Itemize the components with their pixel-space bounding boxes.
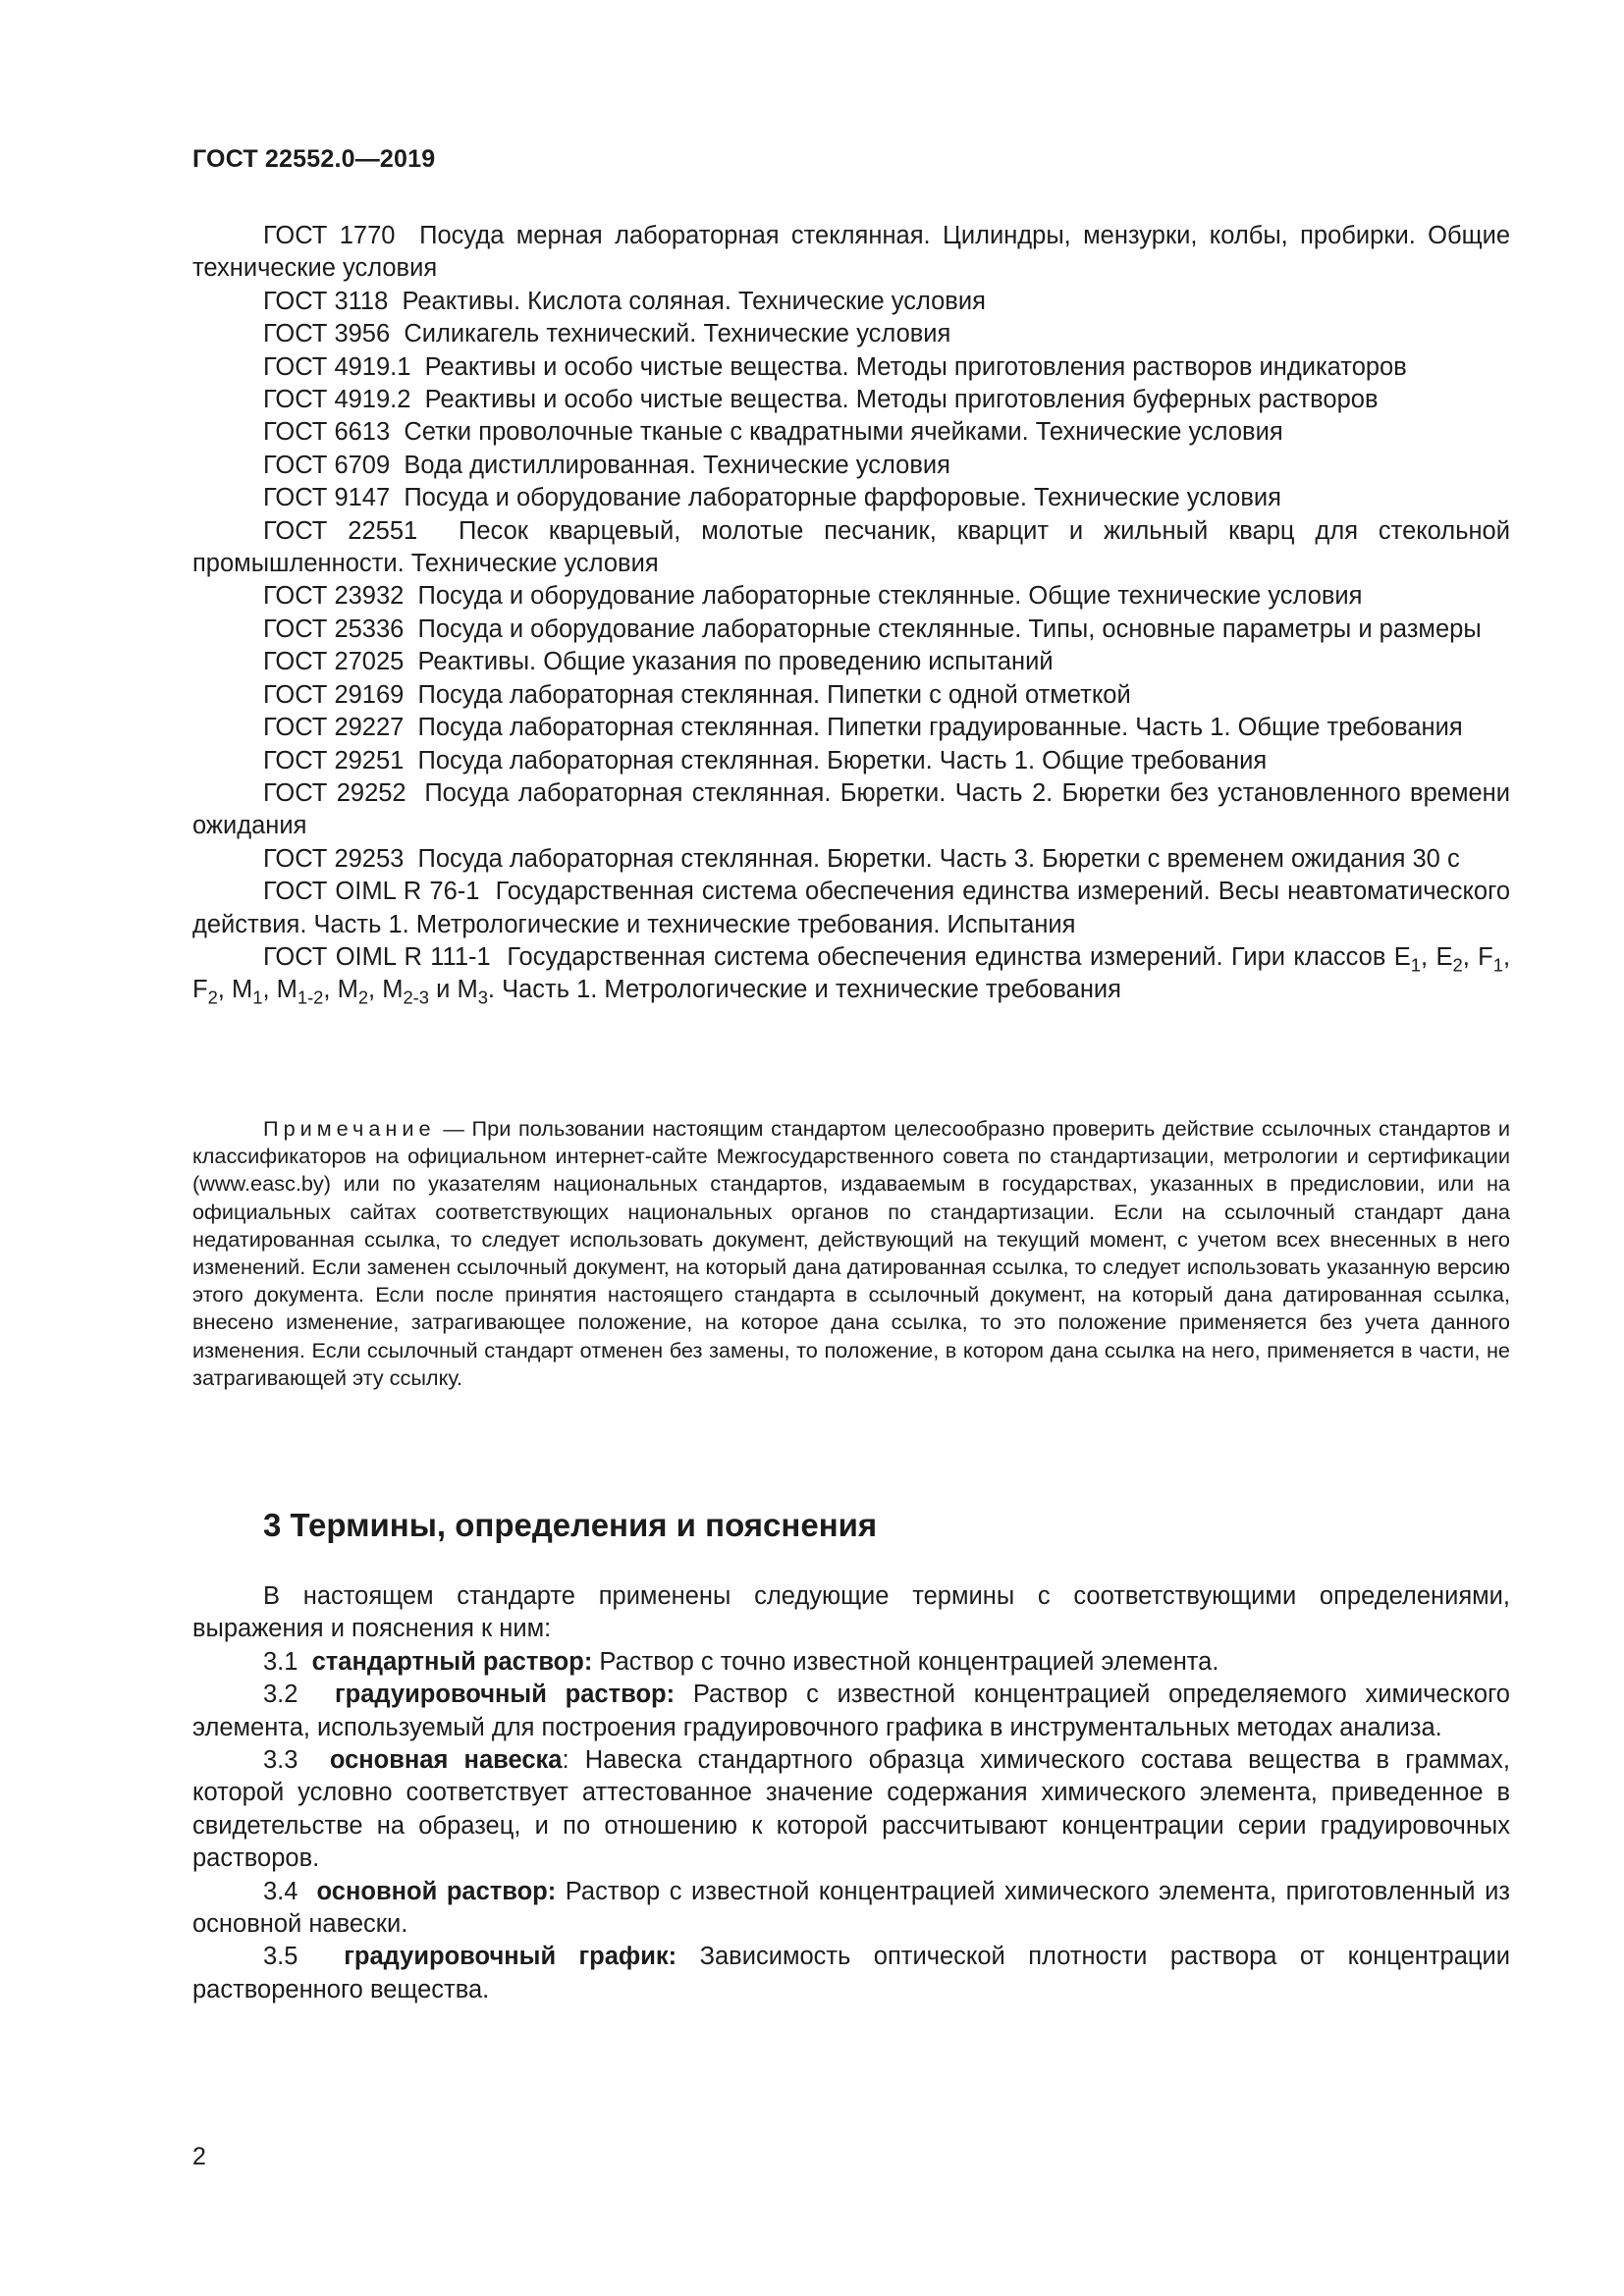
reference-title-end: . Часть 1. Метрологические и технические требования bbox=[487, 976, 1121, 1004]
reference-code: ГОСТ 29253 bbox=[263, 844, 405, 873]
class-subscript: 1 bbox=[1492, 954, 1503, 976]
section-intro: В настоящем стандарте применены следующие термины с соответствующими определениями, выражения и пояснения к ним: bbox=[192, 1582, 1510, 1643]
reference-item bbox=[192, 843, 1510, 876]
class-subscript: 1 bbox=[252, 987, 263, 1008]
reference-item bbox=[192, 876, 1510, 941]
reference-title: Посуда лабораторная стеклянная. Пипетки с одной отметкой bbox=[417, 680, 1131, 709]
class-subscript: 1-2 bbox=[297, 987, 324, 1008]
reference-title: Посуда и оборудование лабораторные фарфоровые. Технические условия bbox=[404, 484, 1281, 512]
reference-title: Реактивы. Кислота соляная. Технические условия bbox=[402, 287, 986, 315]
reference-title: Реактивы и особо чистые вещества. Методы приготовления буферных растворов bbox=[424, 386, 1379, 414]
term-entry bbox=[192, 1876, 1510, 1942]
class-letter: F bbox=[1478, 942, 1493, 971]
class-subscript: 2 bbox=[357, 987, 369, 1008]
term-entry bbox=[192, 1679, 1510, 1744]
reference-item bbox=[192, 416, 1510, 449]
term-definition: Зависимость оптической плотности раствора от концентрации растворенного вещества. bbox=[192, 1943, 1511, 2003]
reference-title: Посуда лабораторная стеклянная. Пипетки градуированные. Часть 1. Общие требования bbox=[417, 714, 1463, 742]
class-subscript: 2 bbox=[207, 987, 218, 1008]
term-entry bbox=[192, 1941, 1510, 2006]
reference-code: ГОСТ OIML R 76-1 bbox=[263, 878, 480, 906]
document-header: ГОСТ 22552.0—2019 bbox=[192, 145, 436, 173]
reference-code: ГОСТ 29169 bbox=[263, 680, 405, 709]
reference-item bbox=[192, 220, 1510, 286]
reference-code: ГОСТ 25336 bbox=[263, 614, 405, 643]
note-paragraph bbox=[192, 1115, 1510, 1392]
reference-item bbox=[192, 777, 1510, 843]
reference-code: ГОСТ 29227 bbox=[263, 714, 405, 742]
page-number: 2 bbox=[192, 2143, 206, 2170]
reference-item bbox=[192, 450, 1510, 482]
reference-title: Посуда и оборудование лабораторные стеклянные. Общие технические условия bbox=[417, 582, 1363, 611]
reference-item: ГОСТ OIML R 111-1 Государственная система обеспечения единства измерений. Гири классов $E_1$, $E_2$, $F_1$, $F_2$, $M_1$, $M_{1-2}$, $M_2$, $M_{2-3}$ и $M_3$. Часть 1. Метрологические и технические требования bbox=[192, 942, 1511, 1008]
reference-item bbox=[192, 580, 1510, 613]
class-letter: M bbox=[337, 976, 358, 1004]
reference-item bbox=[192, 614, 1510, 646]
reference-title: Государственная система обеспечения единства измерений. Весы неавтоматического действия. Часть 1. Метрологические и технические требования. Испытания bbox=[192, 878, 1510, 938]
note-text: — При пользовании настоящим стандартом целесообразно проверить действие ссылочных стандартов и классификаторов на официальном интернет-сайте Межгосударственного совета по стандартизации, метрологии и сертификации (www.easc.by) или по указателям национальных стандартов, издаваемым в государствах, указанных в предисловии, или на официальных сайтах соответствующих национальных органов по стандартизации. Если на ссылочный стандарт дана недатированная ссылка, то следует использовать документ, действующий на текущий момент, с учетом всех внесенных в него изменений. Если заменен ссылочный документ, на который дана датированная ссылка, то следует использовать указанную версию этого документа. Если после принятия настоящего стандарта в ссылочный документ, на который дана датированная ссылка, внесено изменение, затрагивающее положение, на которое дана ссылка, то это положение применяется без учета данного изменения. Если ссылочный стандарт отменен без замены, то положение, в котором дана ссылка на него, применяется в части, не затрагивающей эту ссылку. bbox=[192, 1116, 1510, 1390]
term-number: 3.1 bbox=[263, 1647, 298, 1676]
reference-item bbox=[192, 679, 1510, 712]
reference-title: Силикагель технический. Технические условия bbox=[404, 320, 951, 348]
reference-code: ГОСТ 23932 bbox=[263, 582, 405, 611]
reference-title: Песок кварцевый, молотые песчаник, кварцит и жильный кварц для стекольной промышленности. Технические условия bbox=[192, 516, 1510, 578]
reference-code: ГОСТ 22551 bbox=[263, 516, 418, 545]
reference-code: ГОСТ 29252 bbox=[263, 778, 406, 807]
class-letter: M bbox=[457, 976, 478, 1004]
class-subscript: 2-3 bbox=[403, 987, 430, 1008]
term-number: 3.5 bbox=[263, 1943, 298, 1971]
reference-title: Посуда лабораторная стеклянная. Бюретки. Часть 3. Бюретки с временем ожидания 30 с bbox=[417, 844, 1460, 873]
normative-references-list bbox=[192, 220, 1510, 1007]
note-block bbox=[192, 1115, 1510, 1392]
class-letter: E bbox=[1435, 942, 1453, 971]
reference-item bbox=[192, 712, 1510, 744]
reference-item bbox=[192, 482, 1510, 514]
reference-title: Посуда и оборудование лабораторные стеклянные. Типы, основные параметры и размеры bbox=[417, 614, 1482, 643]
class-subscript: 1 bbox=[1410, 954, 1421, 976]
term-name: стандартный раствор: bbox=[311, 1647, 593, 1676]
and-word: и bbox=[436, 976, 451, 1004]
class-subscript: 3 bbox=[477, 987, 488, 1008]
term-number: 3.3 bbox=[263, 1746, 298, 1775]
class-letter: M bbox=[231, 976, 253, 1004]
term-name: градуировочный раствор: bbox=[335, 1681, 676, 1709]
term-entry bbox=[192, 1646, 1510, 1679]
reference-item bbox=[192, 646, 1510, 678]
term-entry bbox=[192, 1744, 1510, 1876]
reference-title: Реактивы. Общие указания по проведению испытаний bbox=[417, 648, 1054, 676]
terms-section bbox=[192, 1580, 1510, 2006]
reference-title: Вода дистиллированная. Технические условия bbox=[404, 451, 950, 479]
reference-code: ГОСТ 29251 bbox=[263, 746, 405, 774]
term-number: 3.2 bbox=[263, 1681, 298, 1709]
reference-item bbox=[192, 351, 1510, 384]
reference-item bbox=[192, 745, 1510, 777]
reference-item bbox=[192, 515, 1510, 581]
term-name: градуировочный график: bbox=[344, 1943, 677, 1971]
reference-code: ГОСТ 6709 bbox=[263, 451, 391, 479]
reference-title: Посуда лабораторная стеклянная. Бюретки. Часть 1. Общие требования bbox=[417, 746, 1268, 774]
term-number: 3.4 bbox=[263, 1877, 298, 1905]
reference-code: ГОСТ 3118 bbox=[263, 287, 389, 315]
term-name: основной раствор: bbox=[316, 1877, 557, 1905]
reference-title: Государственная система обеспечения единства измерений. Гири классов E bbox=[507, 942, 1411, 971]
class-letter: M bbox=[276, 976, 298, 1004]
reference-code: ГОСТ 3956 bbox=[263, 320, 391, 348]
reference-code: ГОСТ 27025 bbox=[263, 648, 405, 676]
reference-title: Посуда мерная лабораторная стеклянная. Цилиндры, мензурки, колбы, пробирки. Общие технические условия bbox=[192, 222, 1511, 283]
class-letter: M bbox=[382, 976, 404, 1004]
term-definition: Раствор с точно известной концентрацией элемента. bbox=[592, 1647, 1219, 1676]
class-subscript: 2 bbox=[1452, 954, 1463, 976]
term-definition: Раствор с известной концентрацией определяемого химического элемента, используемый для построения градуировочного графика в инструментальных методах анализа. bbox=[192, 1681, 1510, 1741]
reference-title: Сетки проволочные тканые с квадратными ячейками. Технические условия bbox=[404, 418, 1283, 447]
reference-item bbox=[192, 384, 1510, 416]
reference-title: Посуда лабораторная стеклянная. Бюретки. Часть 2. Бюретки без установленного времени ожидания bbox=[192, 778, 1511, 840]
term-definition: Раствор с известной концентрацией химического элемента, приготовленный из основной навески. bbox=[192, 1877, 1510, 1939]
reference-code: ГОСТ 9147 bbox=[263, 484, 391, 512]
reference-code: ГОСТ 4919.2 bbox=[263, 386, 411, 414]
reference-item bbox=[192, 286, 1510, 318]
term-name: основная навеска bbox=[329, 1746, 563, 1775]
reference-code: ГОСТ 4919.1 bbox=[263, 352, 411, 381]
note-label: Примечание bbox=[263, 1116, 436, 1141]
reference-code: ГОСТ OIML R 111-1 bbox=[263, 942, 491, 971]
reference-item bbox=[192, 318, 1510, 350]
class-letter: F bbox=[192, 976, 208, 1004]
reference-title: Реактивы и особо чистые вещества. Методы приготовления растворов индикаторов bbox=[424, 352, 1407, 381]
reference-code: ГОСТ 6613 bbox=[263, 418, 391, 447]
term-definition: : Навеска стандартного образца химического состава вещества в граммах, которой условно соответствует аттестованное значение содержания химического элемента, приведенное в свидетельстве на образец, и по отношению к которой рассчитывают концентрации серии градуировочных растворов. bbox=[192, 1746, 1510, 1873]
section-title: 3 Термины, определения и пояснения bbox=[263, 1507, 878, 1543]
reference-code: ГОСТ 1770 bbox=[263, 222, 396, 249]
